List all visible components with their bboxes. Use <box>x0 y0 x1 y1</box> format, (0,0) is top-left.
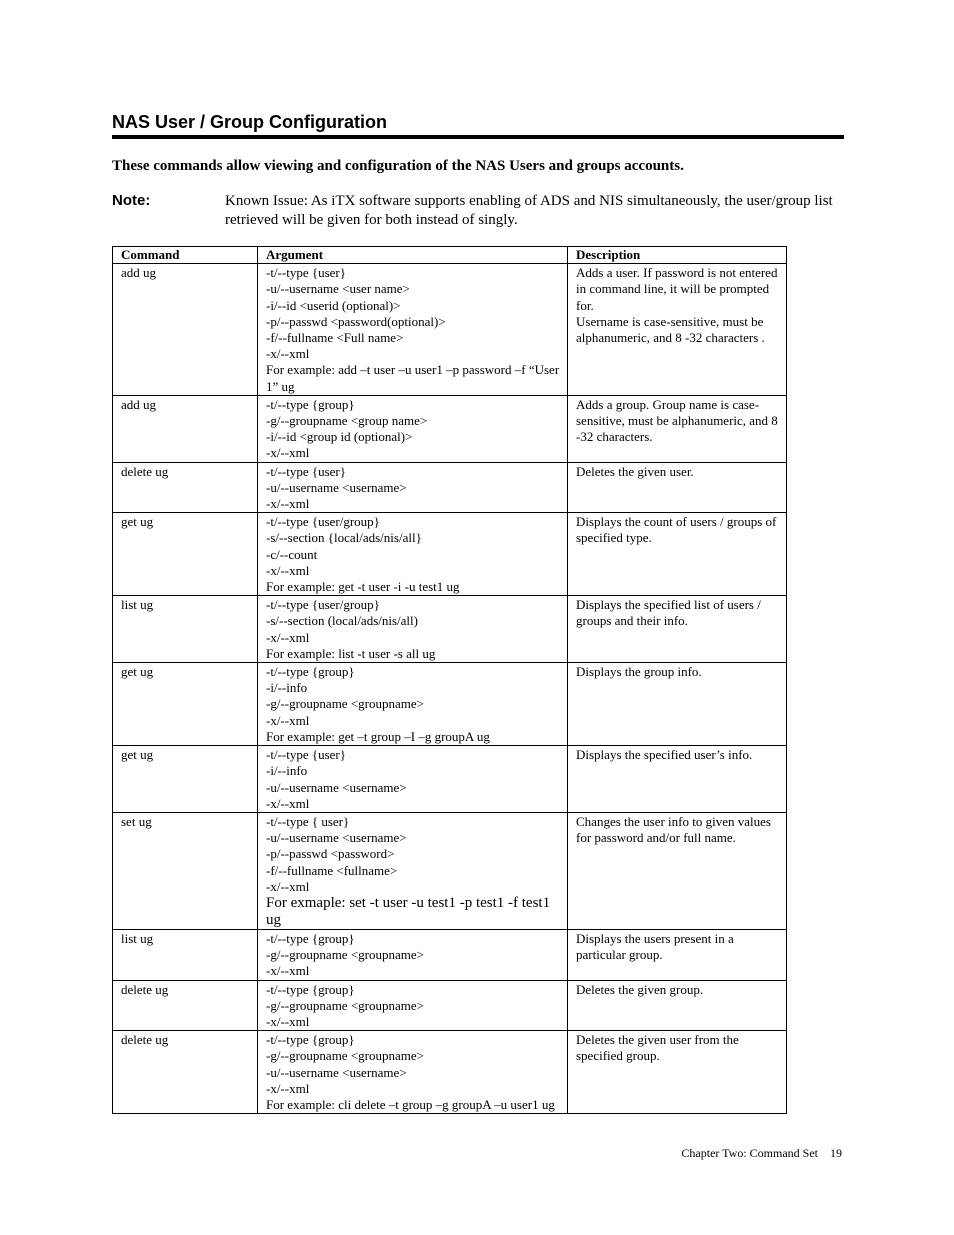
description-cell: Adds a user. If password is not entered in command line, it will be prompted for. Username is case-sensitive, must be alphanumeric, and 8 -32 characters . <box>568 264 787 396</box>
command-cell: get ug <box>113 513 258 596</box>
header-description: Description <box>568 247 787 264</box>
command-cell: delete ug <box>113 980 258 1031</box>
command-cell: list ug <box>113 596 258 663</box>
section-heading: NAS User / Group Configuration <box>112 112 388 132</box>
page-number: 19 <box>830 1146 842 1160</box>
header-argument: Argument <box>258 247 568 264</box>
command-table <box>112 246 787 1114</box>
table-row <box>113 746 787 813</box>
argument-cell <box>258 812 568 929</box>
table-row <box>113 1031 787 1114</box>
description-cell: Changes the user info to given values for password and/or full name. <box>568 812 787 929</box>
intro-paragraph: These commands allow viewing and configuration of the NAS Users and groups accounts. <box>112 158 684 174</box>
table-row <box>113 395 787 462</box>
table-header-row <box>113 247 787 264</box>
table-row <box>113 264 787 396</box>
argument-cell: -t/--type {user/group} -s/--section (local/ads/nis/all) -x/--xml For example: list -t user -s all ug <box>258 596 568 663</box>
argument-cell: -t/--type {group} -g/--groupname <groupname> -x/--xml <box>258 980 568 1031</box>
header-command: Command <box>113 247 258 264</box>
command-cell: delete ug <box>113 462 258 513</box>
description-cell: Displays the specified user’s info. <box>568 746 787 813</box>
table-row <box>113 462 787 513</box>
footer-chapter: Chapter Two: Command Set <box>681 1146 818 1160</box>
command-cell: delete ug <box>113 1031 258 1114</box>
description-cell: Deletes the given user from the specified group. <box>568 1031 787 1114</box>
argument-example: For exmaple: set -t user -u test1 -p test1 -f test1 ug <box>266 894 551 928</box>
command-cell: list ug <box>113 929 258 980</box>
description-cell: Deletes the given user. <box>568 462 787 513</box>
table-row <box>113 596 787 663</box>
command-cell: set ug <box>113 812 258 929</box>
argument-cell: -t/--type {group} -i/--info -g/--groupname <groupname> -x/--xml For example: get –t group –I –g groupA ug <box>258 663 568 746</box>
description-cell: Deletes the given group. <box>568 980 787 1031</box>
table-row <box>113 980 787 1031</box>
argument-cell: -t/--type {group} -g/--groupname <group name> -i/--id <group id (optional)> -x/--xml <box>258 395 568 462</box>
command-cell: get ug <box>113 663 258 746</box>
table-row <box>113 513 787 596</box>
argument-cell: -t/--type {user/group} -s/--section {local/ads/nis/all} -c/--count -x/--xml For example: get -t user -i -u test1 ug <box>258 513 568 596</box>
description-cell: Displays the count of users / groups of specified type. <box>568 513 787 596</box>
heading-rule <box>112 135 844 139</box>
description-cell: Displays the specified list of users / groups and their info. <box>568 596 787 663</box>
argument-text: -t/--type { user} -u/--username <username> -p/--passwd <password> -f/--fullname <fullname> -x/--xml <box>266 813 407 894</box>
description-cell: Displays the group info. <box>568 663 787 746</box>
description-cell: Adds a group. Group name is case-sensitive, must be alphanumeric, and 8 -32 characters. <box>568 395 787 462</box>
command-cell: add ug <box>113 395 258 462</box>
command-cell: add ug <box>113 264 258 396</box>
table-row <box>113 812 787 929</box>
argument-cell: -t/--type {user} -i/--info -u/--username <username> -x/--xml <box>258 746 568 813</box>
argument-cell: -t/--type {user} -u/--username <user name> -i/--id <userid (optional)> -p/--passwd <password(optional)> -f/--fullname <Full name> -x/--xml For example: add –t user –u user1 –p password –f “User 1” ug <box>258 264 568 396</box>
command-cell: get ug <box>113 746 258 813</box>
page-footer <box>681 1146 842 1161</box>
argument-cell: -t/--type {user} -u/--username <username> -x/--xml <box>258 462 568 513</box>
description-cell: Displays the users present in a particular group. <box>568 929 787 980</box>
note-text: Known Issue: As iTX software supports enabling of ADS and NIS simultaneously, the user/group list retrieved will be given for both instead of singly. <box>225 193 833 228</box>
table-row <box>113 663 787 746</box>
argument-cell: -t/--type {group} -g/--groupname <groupname> -u/--username <username> -x/--xml For example: cli delete –t group –g groupA –u user1 ug <box>258 1031 568 1114</box>
argument-cell: -t/--type {group} -g/--groupname <groupname> -x/--xml <box>258 929 568 980</box>
note-label: Note: <box>112 192 151 209</box>
table-row <box>113 929 787 980</box>
